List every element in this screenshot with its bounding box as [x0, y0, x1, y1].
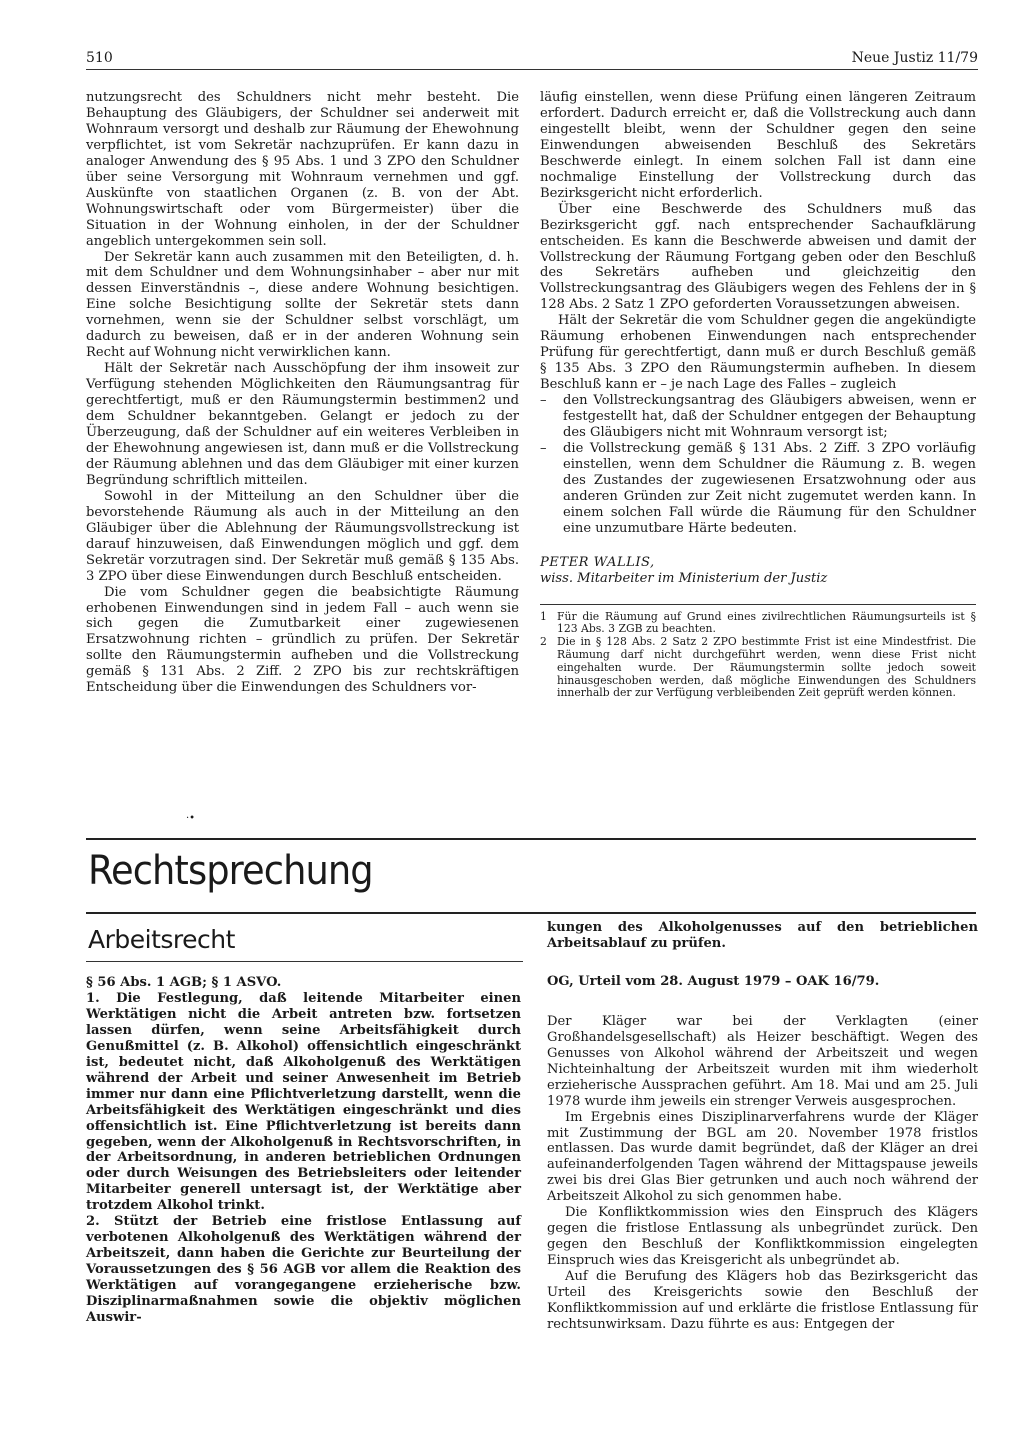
section-rule [86, 838, 976, 840]
author-name: PETER WALLIS, [540, 554, 655, 570]
section-title: Rechtsprechung [88, 848, 373, 894]
footnote-text: Die in § 128 Abs. 2 Satz 2 ZPO bestimmte Frist ist eine Mindestfrist. Die Räumung darf nicht durchgeführt werden, wenn diese Frist nicht eingehalten wurde. Der Räumungstermin sollte jedoch soweit hinausgeschoben werden, daß mögliche Einwendungen des Schuldners innerhalb der zur Verfügung verbleibenden Zeit geprüft werden können. [557, 635, 976, 700]
headnote: 2. Stützt der Betrieb eine fristlose Entlassung auf verbotenen Alkoholgenuß des Werktätigen während der Arbeitszeit, dann haben die Gerichte zur Beurteilung der Voraussetzungen des § 56 AGB vor allem die Reaktion des Werktätigen auf vorangegangene erzieherische bzw. Disziplinarmaßnahmen sowie die objektiv möglichen Auswir- [86, 1214, 521, 1326]
decision-right-column [547, 920, 978, 1333]
article-left-column [86, 90, 519, 696]
headnote-continuation: kungen des Alkoholgenusses auf den betrieblichen Arbeitsablauf zu prüfen. [547, 920, 978, 951]
paragraph: Über eine Beschwerde des Schuldners muß das Bezirksgericht ggf. nach entsprechender Sachaufklärung entscheiden. Es kann die Beschwerde abweisen und damit der Vollstreckung der Räumung Fortgang geben oder den Beschluß des Sekretärs aufheben und gleichzeitig den Vollstreckungsantrag des Gläubigers wegen des Fehlens der in § 128 Abs. 2 Satz 1 ZPO geforderten Voraussetzungen abweisen. [540, 201, 976, 313]
list-item: – den Vollstreckungsantrag des Gläubigers abweisen, wenn er festgestellt hat, daß der Schuldner entgegen der Behauptung des Gläubigers nicht mit Wohnraum versorgt ist; [540, 393, 976, 441]
page-number: 510 [86, 50, 113, 66]
article-right-column [540, 90, 976, 700]
paragraph: Hält der Sekretär nach Ausschöpfung der ihm insoweit zur Verfügung stehenden Möglichkeiten den Räumungsantrag für gerechtfertigt, muß er den Räumungstermin bestimmen2 und dem Schuldner bekanntgeben. Gelangt er jedoch zu der Überzeugung, daß der Schuldner auf ein weiteres Verbleiben in der Ehewohnung angewiesen ist, dann muß er die Vollstreckung der Räumung ablehnen und das dem Gläubiger mit einer kurzen Begründung schriftlich mitteilen. [86, 361, 519, 488]
footnote [540, 611, 976, 637]
paragraph: läufig einstellen, wenn diese Prüfung einen längeren Zeitraum erfordert. Dadurch erreicht er, daß die Vollstreckung auch dann eingestellt bleibt, wenn der Schuldner gegen den seine Einwendungen abweisenden Beschluß des Sekretärs Beschwerde einlegt. In einem solchen Fall ist dann eine nochmalige Einstellung der Vollstreckung durch das Bezirksgericht nicht erforderlich. [540, 90, 976, 201]
journal-issue: Neue Justiz 11/79 [851, 50, 978, 66]
author-signature [540, 555, 976, 587]
section-rule [86, 912, 976, 914]
paragraph: Auf die Berufung des Klägers hob das Bezirksgericht das Urteil des Kreisgerichts sowie den Beschluß der Konfliktkommission auf und erklärte die fristlose Entlassung für rechtsunwirksam. Dazu führte es aus: Entgegen der [547, 1269, 978, 1332]
paragraph: Die vom Schuldner gegen die beabsichtigte Räumung erhobenen Einwendungen sind in jedem Fall – auch wenn sie sich gegen die Zumutbarkeit einer zugewiesenen Ersatzwohnung richten – gründlich zu prüfen. Der Sekretär sollte den Räumungstermin aufheben und die Vollstreckung gemäß § 131 Abs. 2 Ziff. 2 ZPO bis zur rechtskräftigen Entscheidung über die Einwendungen des Schuldners vor- [86, 584, 519, 696]
ornament-mark: ·• [186, 813, 196, 824]
footnote-number: 2 [540, 635, 547, 649]
paragraph: Der Kläger war bei der Verklagten (einer Großhandelsgesellschaft) als Heizer beschäftigt. Wegen des Genusses von Alkohol während der Arbeitszeit und wegen Nichteinhaltung der Arbeitszeit wurden mit ihm wiederholt erzieherische Aussprachen geführt. Am 18. Mai und am 25. Juli 1978 wurde ihm jeweils ein strenger Verweis ausgesprochen. [547, 1013, 978, 1109]
norm-title: § 56 Abs. 1 AGB; § 1 ASVO. [86, 975, 282, 990]
paragraph: Der Sekretär kann auch zusammen mit den Beteiligten, d. h. mit dem Schuldner und dem Wohnungsinhaber – aber nur mit dessen Einverständnis –, diese andere Wohnung besichtigen. Eine solche Besichtigung sollte der Sekretär stets dann vornehmen, wenn sie der Schuldner selbst vorschlägt, um dadurch zu beweisen, daß er in der anderen Wohnung sein Recht auf Wohnung nicht verwirklichen kann. [86, 249, 519, 361]
paragraph: Im Ergebnis eines Disziplinarverfahrens wurde der Kläger mit Zustimmung der BGL am 20. November 1978 fristlos entlassen. Das wurde damit begründet, daß der Kläger an drei aufeinanderfolgenden Tagen während der Mittagspause jeweils zwei bis drei Glas Bier getrunken und auch noch während der Arbeitszeit Alkohol zu sich genommen habe. [547, 1109, 978, 1205]
footnote-number: 1 [540, 609, 547, 623]
list-item: – die Vollstreckung gemäß § 131 Abs. 2 Ziff. 3 ZPO vorläufig einstellen, wenn dem Schuldner die Räumung z. B. wegen des Zustandes der zugewiesenen Ersatzwohnung oder aus anderen Gründen zur Zeit nicht zugemutet werden kann. In einem solchen Fall würde die Räumung für den Schuldner eine unzumutbare Härte bedeuten. [540, 441, 976, 537]
footnote-text: Für die Räumung auf Grund eines zivilrechtlichen Räumungsurteils ist § 123 Abs. 3 ZGB zu beachten. [557, 609, 976, 636]
court-citation: OG, Urteil vom 28. August 1979 – OAK 16/79. [547, 973, 880, 989]
running-header [86, 50, 978, 70]
paragraph: Sowohl in der Mitteilung an den Schuldner über die bevorstehende Räumung als auch in der Mitteilung an den Gläubiger über die Ablehnung der Räumungsvollstreckung ist darauf hinzuweisen, daß Einwendungen möglich und ggf. dem Sekretär vorzutragen sind. Der Sekretär muß gemäß § 135 Abs. 3 ZPO über diese Einwendungen durch Beschluß entscheiden. [86, 488, 519, 584]
footnote [540, 636, 976, 700]
dash-list [540, 393, 976, 537]
paragraph: Die Konfliktkommission wies den Einspruch des Klägers gegen die fristlose Entlassung als unbegründet zurück. Den gegen den Beschluß der Konfliktkommission eingelegten Einspruch wies das Kreisgericht als unbegründet ab. [547, 1205, 978, 1269]
footnotes [540, 604, 976, 701]
subsection-title: Arbeitsrecht [88, 925, 235, 954]
headnote: 1. Die Festlegung, daß leitende Mitarbeiter einen Werktätigen nicht die Arbeit antreten bzw. fortsetzen lassen dürfen, wenn seine Arbeitsfähigkeit durch Genußmittel (z. B. Alkohol) offensichtlich eingeschränkt ist, bedeutet nicht, daß Alkoholgenuß des Werktätigen während der Arbeit und seiner Anwesenheit im Betrieb immer nur dann eine Pflichtverletzung darstellt, wenn die Arbeitsfähigkeit des Werktätigen eingeschränkt und dies offensichtlich ist. Eine Pflichtverletzung ist bereits dann gegeben, wenn der Alkoholgenuß in Rechtsvorschriften, in der Arbeitsordnung, in anderen betrieblichen Ordnungen oder durch Weisungen des Betriebsleiters oder leitender Mitarbeiter generell untersagt ist, der Werktätige aber trotzdem Alkohol trinkt. [86, 990, 521, 1214]
paragraph: Hält der Sekretär die vom Schuldner gegen die angekündigte Räumung erhobenen Einwendungen nach entsprechender Prüfung für gerechtfertigt, dann muß er durch Beschluß gemäß § 135 Abs. 3 ZPO den Räumungstermin aufheben. In diesem Beschluß kann er – je nach Lage des Falles – zugleich [540, 313, 976, 393]
subsection-rule [86, 961, 523, 962]
author-role: wiss. Mitarbeiter im Ministerium der Justiz [540, 570, 828, 586]
decision-left-column [86, 975, 521, 1326]
paragraph: nutzungsrecht des Schuldners nicht mehr besteht. Die Behauptung des Gläubigers, der Schuldner sei anderweit mit Wohnraum versorgt und deshalb zur Räumung der Ehewohnung verpflichtet, ist vom Sekretär nachzuprüfen. Er kann dazu in analoger Anwendung des § 95 Abs. 1 und 3 ZPO den Schuldner über seine Versorgung mit Wohnraum vernehmen und ggf. Auskünfte von staatlichen Organen (z. B. von der Abt. Wohnungswirtschaft oder vom Bürgermeister) über die Situation in der Wohnung einholen, in der der Schuldner angeblich untergekommen sein soll. [86, 90, 519, 249]
